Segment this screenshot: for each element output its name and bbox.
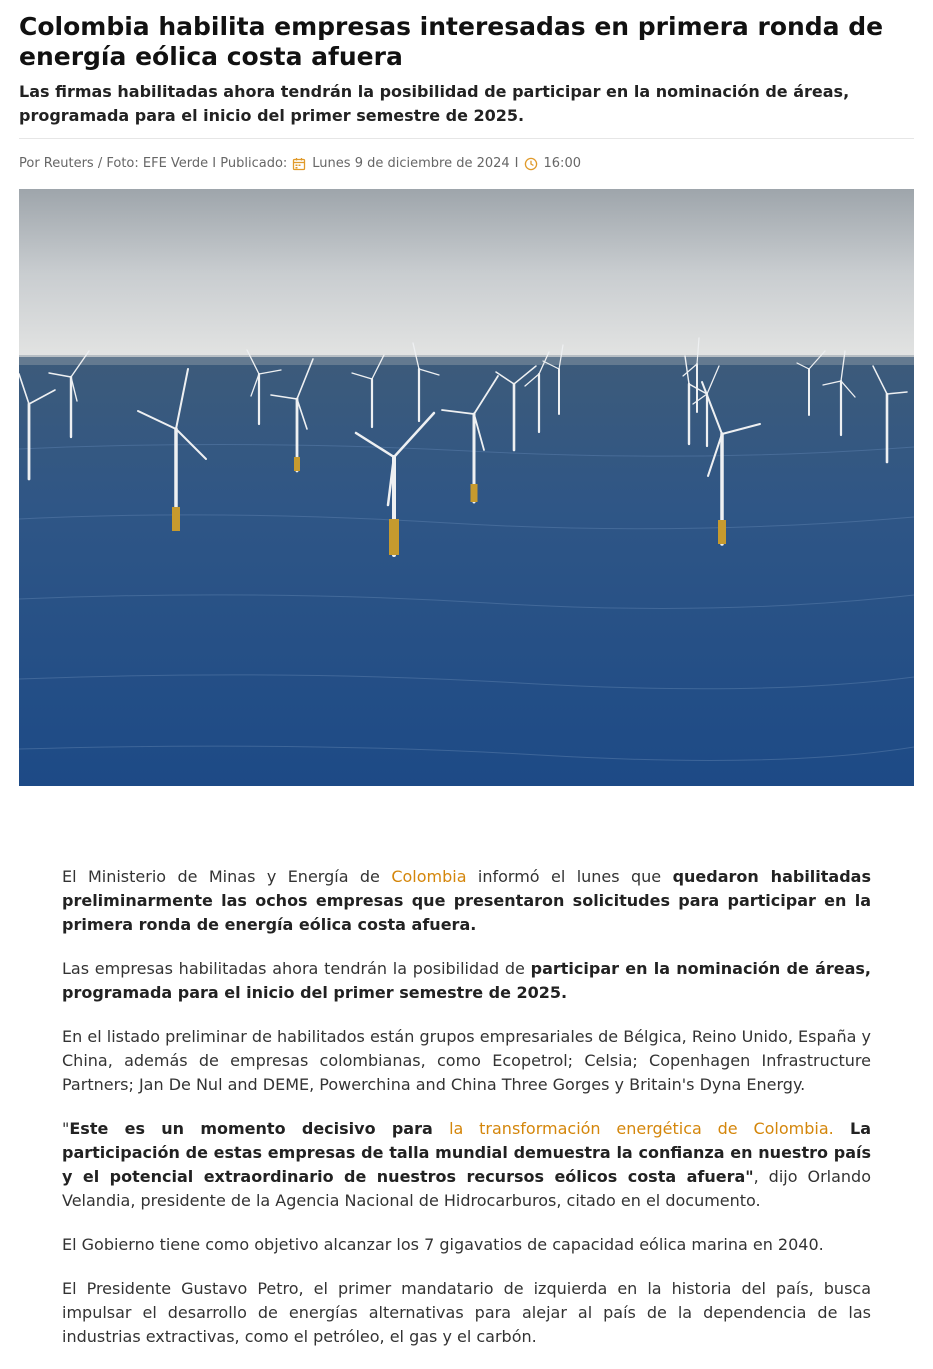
paragraph-bold-text: participar en la nominación de áreas, programada para el inicio del primer semestre de 2025. — [62, 959, 872, 1002]
paragraph-2 — [62, 957, 871, 1005]
article-subtitle: Las firmas habilitadas ahora tendrán la posibilidad de participar en la nominación de áreas, programada para el inicio del primer semestre de 2025. — [19, 82, 850, 125]
clock-icon — [524, 157, 538, 171]
paragraph-1 — [62, 865, 871, 937]
paragraph-text: En el listado preliminar de habilitados están grupos empresariales de Bélgica, Reino Unido, España y China, además de empresas colombianas, como Ecopetrol; Celsia; Copenhagen Infrastructure Partners; Jan De Nul and DEME, Powerchina and China Three Gorges y Britain's Dyna Energy. — [62, 1027, 871, 1094]
quote-mark: " — [62, 1119, 70, 1138]
publish-date: Lunes 9 de diciembre de 2024 — [312, 156, 510, 171]
publish-time: 16:00 — [543, 156, 581, 171]
paragraph-text: El Presidente Gustavo Petro, el primer mandatario de izquierda en la historia del país, busca impulsar el desarrollo de energías alternativas para alejar al país de la dependencia de las industrias extractivas, como el petróleo, el gas y el carbón. — [62, 1279, 871, 1346]
article-title: Colombia habilita empresas interesadas en primera ronda de energía eólica costa afuera — [19, 12, 884, 71]
paragraph-5 — [62, 1233, 871, 1257]
paragraph-text: informó el lunes que — [466, 867, 673, 886]
paragraph-3 — [62, 1025, 871, 1097]
article-meta — [19, 154, 581, 174]
paragraph-4 — [62, 1117, 871, 1213]
meta-separator: I — [514, 156, 519, 171]
paragraph-6 — [62, 1277, 871, 1349]
paragraph-text: El Ministerio de Minas y Energía de — [62, 867, 392, 886]
paragraph-bold-text: quedaron habilitadas preliminarmente las ochos empresas que presentaron solicitudes para participar en la primera ronda de energía eólica costa afuera. — [62, 867, 871, 934]
article-body — [62, 865, 871, 1369]
paragraph-bold-text: La participación de estas empresas de talla mundial demuestra la confianza en nuestro país y el potencial extraordinario de nuestros recursos eólicos costa afuera" — [62, 1119, 872, 1186]
paragraph-bold-text: Este es un momento decisivo para — [69, 1119, 450, 1138]
hero-image — [19, 189, 914, 786]
paragraph-text: , dijo Orlando Velandia, presidente de la Agencia Nacional de Hidrocarburos, citado en el documento. — [62, 1167, 871, 1210]
link-colombia[interactable]: Colombia — [391, 867, 467, 886]
link-transformacion-energetica[interactable]: la transformación energética de Colombia. — [449, 1119, 834, 1138]
byline: Por Reuters / Foto: EFE Verde I Publicado: — [19, 156, 288, 171]
calendar-icon — [292, 157, 306, 171]
divider — [19, 138, 914, 139]
paragraph-text: El Gobierno tiene como objetivo alcanzar los 7 gigavatios de capacidad eólica marina en 2040. — [62, 1235, 824, 1254]
paragraph-text: Las empresas habilitadas ahora tendrán la posibilidad de — [62, 959, 531, 978]
